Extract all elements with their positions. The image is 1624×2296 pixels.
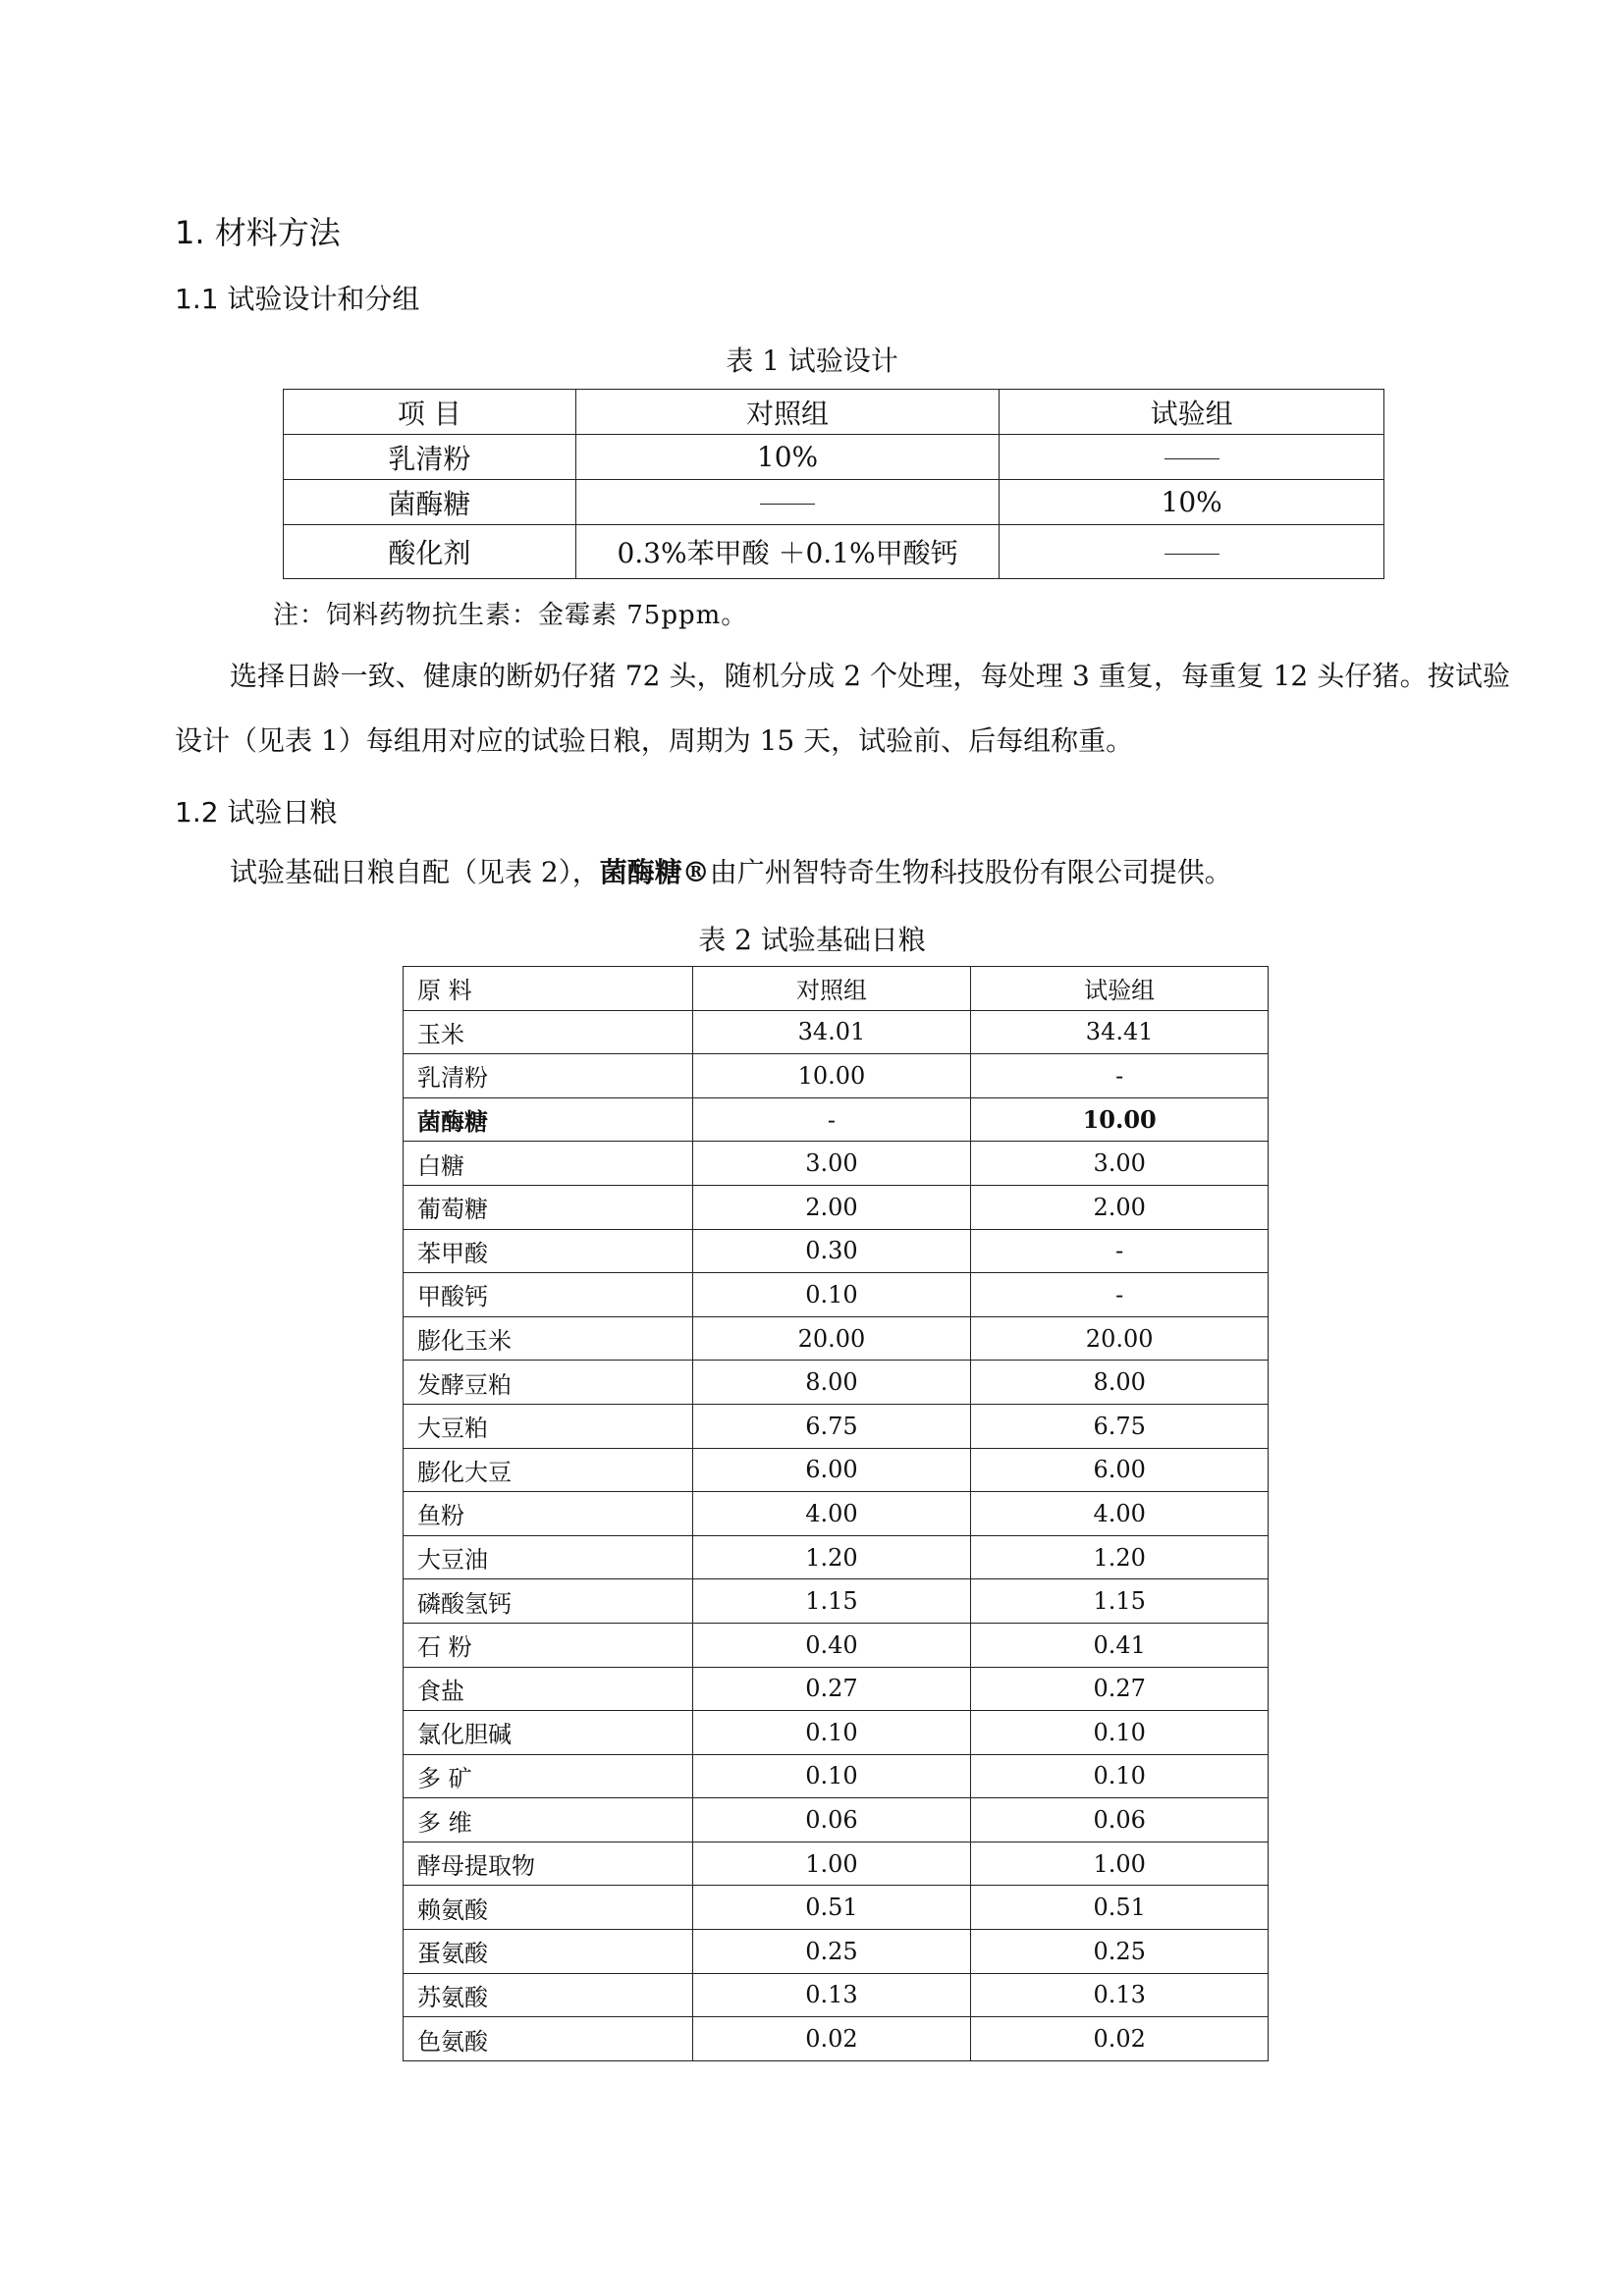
table2-cell: 0.10 [971,1711,1269,1755]
table-row [404,1842,1269,1886]
dash-mark [1164,554,1219,555]
table-row [404,1273,1269,1317]
table2-cell: 0.10 [692,1273,971,1317]
table2-cell: 2.00 [971,1185,1269,1229]
table1-note: 注：饲料药物抗生素：金霉素 75ppm。 [273,601,748,630]
table2-caption: 表 2 试验基础日粮 [698,924,926,956]
table2-cell: 菌酶糖 [404,1097,693,1142]
table2-cell: 氯化胆碱 [404,1711,693,1755]
table2-cell: 8.00 [692,1361,971,1405]
dash-mark [760,504,815,505]
table1-header-row [284,390,1384,435]
table-row [404,1404,1269,1448]
table-row [404,1930,1269,1974]
table2-cell: - [971,1054,1269,1098]
table2-cell: 发酵豆粕 [404,1361,693,1405]
table-row [404,1361,1269,1405]
table2-cell: 0.02 [692,2017,971,2061]
table2-cell: 鱼粉 [404,1492,693,1536]
table2-cell: 蛋氨酸 [404,1930,693,1974]
table-row [404,1448,1269,1492]
table-row [404,2017,1269,2061]
table2-cell: 0.06 [692,1798,971,1842]
table2-cell: 3.00 [971,1142,1269,1186]
table1-cell [1000,525,1384,579]
table2-cell: 10.00 [692,1054,971,1098]
table-row [404,1316,1269,1361]
table2-header-cell: 试验组 [971,967,1269,1011]
table2-cell: 34.41 [971,1010,1269,1054]
table2-cell: 苏氨酸 [404,1973,693,2017]
table-row [404,1142,1269,1186]
table2-cell: 膨化玉米 [404,1316,693,1361]
paragraph-diet-prefix: 试验基础日粮自配（见表 2）， [230,856,600,888]
table2-cell: 苯甲酸 [404,1229,693,1273]
table2-cell: - [971,1273,1269,1317]
table1-cell [575,480,1000,525]
table1-cell: 菌酶糖 [284,480,576,525]
table-row [404,1973,1269,2017]
table2-cell: - [971,1229,1269,1273]
table2-cell: 0.51 [692,1886,971,1930]
table2-cell: 0.10 [971,1754,1269,1798]
table2-cell: 6.75 [692,1404,971,1448]
table2-cell: 0.27 [692,1667,971,1711]
table1-cell: 酸化剂 [284,525,576,579]
table2-cell: 1.20 [971,1535,1269,1579]
table2-cell: 0.51 [971,1886,1269,1930]
table2-cell: 0.25 [971,1930,1269,1974]
paragraph-diet [175,840,1510,905]
table-row [404,1798,1269,1842]
table-row [404,1185,1269,1229]
table2-cell: 甲酸钙 [404,1273,693,1317]
table-row [404,1886,1269,1930]
table2-cell: 大豆油 [404,1535,693,1579]
table2-cell: 10.00 [971,1097,1269,1142]
table1-header-cell: 项 目 [284,390,576,435]
section-heading-1: 1. 材料方法 [175,214,341,251]
table2-basal-diet [403,966,1269,2061]
table-row [404,1754,1269,1798]
table2-cell: 34.01 [692,1010,971,1054]
product-name: 菌酶糖® [599,856,710,888]
table-row [404,1711,1269,1755]
table1-cell [1000,435,1384,480]
table-row [404,1492,1269,1536]
table2-cell: 3.00 [692,1142,971,1186]
table2-cell: 4.00 [692,1492,971,1536]
table2-cell: 葡萄糖 [404,1185,693,1229]
table1-cell: 乳清粉 [284,435,576,480]
table2-cell: 6.75 [971,1404,1269,1448]
table2-cell: 食盐 [404,1667,693,1711]
table2-cell: 0.10 [692,1754,971,1798]
table2-cell: 1.00 [971,1842,1269,1886]
table2-cell: - [692,1097,971,1142]
table2-cell: 0.25 [692,1930,971,1974]
table2-cell: 酵母提取物 [404,1842,693,1886]
table2-cell: 20.00 [971,1316,1269,1361]
table2-cell: 石 粉 [404,1623,693,1667]
table1-header-cell: 试验组 [1000,390,1384,435]
paragraph-diet-suffix: 由广州智特奇生物科技股份有限公司提供。 [709,856,1232,888]
table-row [404,1535,1269,1579]
table2-cell: 多 维 [404,1798,693,1842]
table2-cell: 0.10 [692,1711,971,1755]
table2-cell: 0.30 [692,1229,971,1273]
table2-cell: 乳清粉 [404,1054,693,1098]
table2-cell: 赖氨酸 [404,1886,693,1930]
table2-cell: 6.00 [971,1448,1269,1492]
table1-header-cell: 对照组 [575,390,1000,435]
table2-cell: 1.20 [692,1535,971,1579]
table-row [404,1097,1269,1142]
table2-cell: 6.00 [692,1448,971,1492]
table2-header-row [404,967,1269,1011]
table1-cell: 0.3%苯甲酸 ＋0.1%甲酸钙 [575,525,1000,579]
table2-cell: 玉米 [404,1010,693,1054]
table2-cell: 1.00 [692,1842,971,1886]
table2-cell: 1.15 [971,1579,1269,1624]
table2-cell: 4.00 [971,1492,1269,1536]
table-row [404,1579,1269,1624]
table2-header-cell: 原 料 [404,967,693,1011]
table2-header-cell: 对照组 [692,967,971,1011]
table-row [404,1623,1269,1667]
table2-cell: 0.40 [692,1623,971,1667]
table-row [284,525,1384,579]
table2-cell: 色氨酸 [404,2017,693,2061]
table2-cell: 大豆粕 [404,1404,693,1448]
table1-cell: 10% [1000,480,1384,525]
table2-cell: 0.13 [692,1973,971,2017]
table-row [404,1054,1269,1098]
table2-cell: 多 矿 [404,1754,693,1798]
table-row [404,1010,1269,1054]
table2-cell: 8.00 [971,1361,1269,1405]
table2-cell: 0.02 [971,2017,1269,2061]
table2-cell: 磷酸氢钙 [404,1579,693,1624]
table-row [284,480,1384,525]
table1-experiment-design [283,389,1384,579]
table2-cell: 白糖 [404,1142,693,1186]
table2-cell: 0.27 [971,1667,1269,1711]
section-heading-1-1: 1.1 试验设计和分组 [175,283,420,315]
table-row [284,435,1384,480]
dash-mark [1164,458,1219,459]
table2-cell: 0.13 [971,1973,1269,2017]
table2-cell: 2.00 [692,1185,971,1229]
table1-caption: 表 1 试验设计 [726,345,898,377]
table-row [404,1667,1269,1711]
paragraph-design: 选择日龄一致、健康的断奶仔猪 72 头，随机分成 2 个处理，每处理 3 重复，每重复 12 头仔猪。按试验设计（见表 1）每组用对应的试验日粮，周期为 15 天，试验前、后每组称重。 [175,660,1510,757]
table2-cell: 0.06 [971,1798,1269,1842]
table1-cell: 10% [575,435,1000,480]
table2-cell: 20.00 [692,1316,971,1361]
table2-cell: 1.15 [692,1579,971,1624]
section-heading-1-2: 1.2 试验日粮 [175,796,338,828]
table2-cell: 0.41 [971,1623,1269,1667]
table2-cell: 膨化大豆 [404,1448,693,1492]
table-row [404,1229,1269,1273]
